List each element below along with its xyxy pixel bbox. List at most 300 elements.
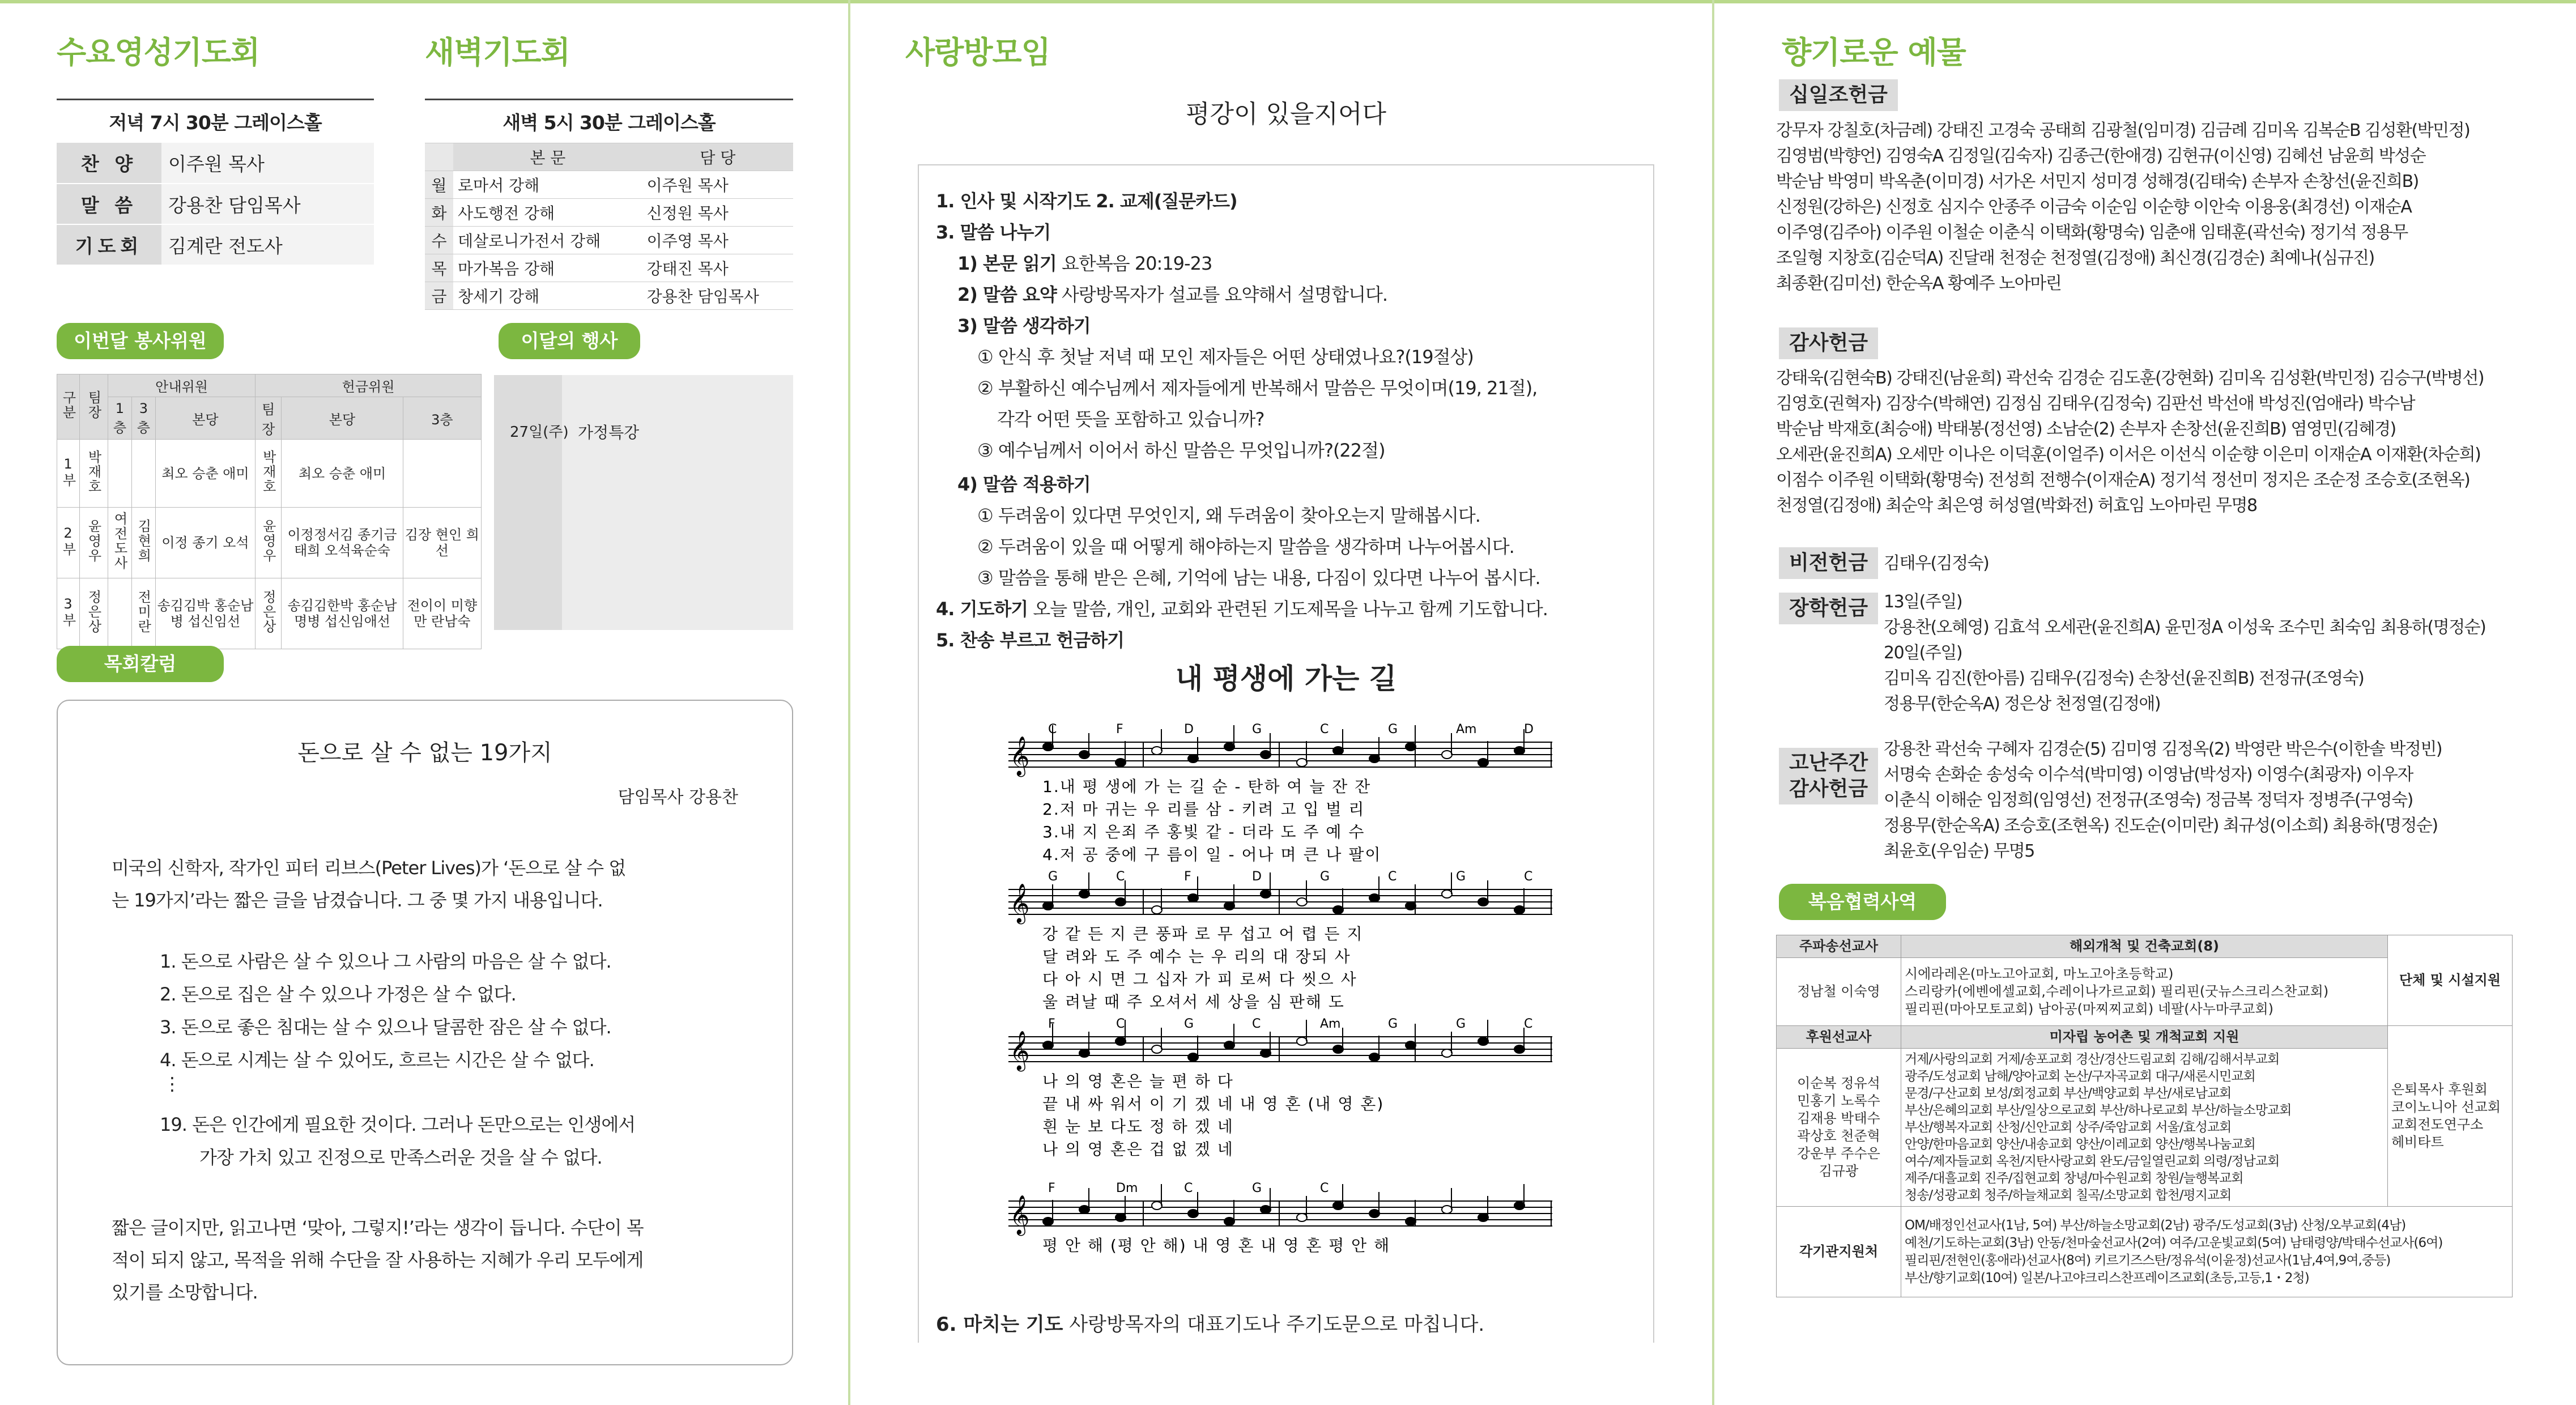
note-head: [1478, 1214, 1488, 1221]
mission-r1-churches: [1901, 958, 2388, 1026]
agenda-line: [957, 470, 1091, 496]
note-head: [1333, 1045, 1343, 1053]
column-ellipsis: ⋮: [163, 1073, 181, 1095]
note-head: [1188, 1210, 1198, 1217]
chord-symbol: F: [1184, 870, 1191, 884]
volunteers-table: [57, 374, 482, 649]
chord-symbol: G: [1048, 870, 1058, 884]
dawn-day: 월: [425, 171, 453, 199]
agenda-text: ① 두려움이 있다면 무엇인지, 왜 두려움이 찾아오는지 말해봅시다.: [977, 505, 1480, 526]
chord-symbol: C: [1184, 1181, 1193, 1195]
chord-symbol: C: [1524, 1017, 1533, 1031]
volunteers-pill: 이번달 봉사위원: [57, 323, 224, 359]
visit-subtitle: 평강이 있을지어다: [1185, 100, 1387, 129]
agenda-line: [957, 280, 1387, 306]
vol-main2: 이정정서김 종기금태희 오석육순숙: [282, 508, 403, 578]
lyric-line: 나 의 영 혼은 겁 없 겠 네: [1042, 1140, 1234, 1159]
note-head: [1152, 747, 1162, 755]
agenda-label: 2) 말씀 요약: [957, 284, 1057, 305]
dawn-leader: 이주원 목사: [642, 171, 793, 199]
name-line: 이춘식 이해순 임정희(임영선) 전정규(조영숙) 정금복 정덕자 정병주(구영숙): [1884, 790, 2413, 810]
event-name: 가정특강: [578, 423, 640, 442]
dawn-day: 목: [425, 254, 453, 282]
name-line: 김영범(박향언) 김영숙A 김정일(김숙자) 김종근(한애경) 김현규(이신영) 김혜선 남윤희 박성순: [1776, 146, 2426, 166]
passion-label: [1779, 748, 1878, 804]
agenda-label: 4) 말씀 적용하기: [957, 474, 1091, 495]
agenda-line: [936, 626, 1124, 652]
note-head: [1188, 894, 1198, 902]
vol-team: 윤영우: [86, 519, 101, 563]
agenda-text: ② 두려움이 있을 때 어떻게 해야하는지 말씀을 생각하며 나누어봅시다.: [977, 536, 1514, 557]
note-head: [1478, 1037, 1488, 1045]
dawn-day: 화: [425, 199, 453, 227]
agenda-line: [977, 564, 1540, 590]
note-head: [1224, 743, 1234, 751]
chord-symbol: F: [1116, 722, 1123, 736]
closing-line: [936, 1309, 1484, 1336]
note-head: [1152, 906, 1162, 914]
vol-part: 1부: [60, 455, 76, 488]
agenda-line: [977, 436, 1385, 462]
agenda-label: 1. 인사 및 시작기도 2. 교제(질문카드): [936, 190, 1237, 212]
column-item: 4. 돈으로 시계는 살 수 있어도, 흐르는 시간은 살 수 없다.: [160, 1049, 594, 1071]
vol-main2: 최오 승춘 애미: [282, 440, 403, 508]
vol-team: 박재호: [86, 449, 101, 494]
vol-h-part: 구분: [60, 390, 76, 420]
vol-team2: 윤영우: [260, 519, 276, 563]
events-box: [494, 375, 793, 630]
note-head: [1297, 1037, 1307, 1045]
note-head: [1079, 1049, 1089, 1057]
name-line: 김영호(권혁자) 김장수(박해연) 김정심 김태우(김정숙) 김판선 박선애 박성진(엄애라) 박수남: [1776, 394, 2415, 414]
mission-r3-orgs: [1901, 1207, 2513, 1297]
chord-symbol: Am: [1320, 1017, 1341, 1031]
note-head: [1369, 1053, 1379, 1061]
name-line: 최종환(김미선) 한순옥A 황예주 노아마린: [1776, 274, 2062, 293]
dawn-text: 데살로니가전서 강해: [453, 227, 642, 254]
mission-pill: 복음협력사역: [1779, 884, 1946, 920]
dawn-text: 사도행전 강해: [453, 199, 642, 227]
agenda-label: 1) 본문 읽기: [957, 253, 1057, 274]
note-head: [1224, 902, 1234, 910]
event-date: 27일(주): [510, 424, 569, 441]
name-line: 신정원(강하은) 신정호 심지수 안종주 이금숙 이순임 이순향 이안숙 이용웅(최경선) 이재순A: [1776, 197, 2412, 217]
chord-symbol: D: [1252, 870, 1262, 884]
chord-symbol: C: [1048, 722, 1057, 736]
note-head: [1478, 898, 1488, 906]
agenda-line: [977, 374, 1537, 400]
note-head: [1514, 906, 1525, 914]
chord-symbol: G: [1388, 1017, 1398, 1031]
note-head: [1224, 1041, 1234, 1049]
column-title: 돈으로 살 수 없는 19가지: [297, 740, 552, 766]
note-head: [1115, 759, 1126, 767]
name-line: 박순남 박영미 박옥춘(이미경) 서가온 서민지 성미경 성해경(김태숙) 손부자 손창선(윤진희B): [1776, 172, 2419, 191]
agenda-line: [977, 533, 1514, 559]
missionary-line: 김재용 박태수: [1797, 1110, 1880, 1126]
chord-symbol: G: [1388, 722, 1398, 736]
lyric-line: 3.내 지 은죄 주 홍빛 같 - 더라 도 주 예 수: [1042, 823, 1365, 841]
mission-r1-missionary: 정남철 이숙영: [1777, 958, 1901, 1026]
chord-symbol: F: [1048, 1181, 1055, 1195]
note-head: [1079, 890, 1089, 898]
dawn-text: 창세기 강해: [453, 282, 642, 310]
note-head: [1043, 743, 1053, 751]
vol-f1: 여전도사: [111, 512, 127, 570]
lyric-line: 2.저 마 귀는 우 리를 삼 - 키려 고 입 벌 리: [1042, 800, 1365, 819]
church-line: 부산/은혜의교회 부산/일상으로교회 부산/하나로교회 부산/하늘소망교회: [1905, 1103, 2292, 1118]
agenda-label: 3) 말씀 생각하기: [957, 315, 1091, 337]
dawn-prayer-table: [425, 99, 793, 310]
passion-label-1: 고난주간: [1789, 751, 1868, 774]
mission-table: [1776, 935, 2513, 1297]
vision-names: 김태우(김정숙): [1884, 554, 1989, 573]
mission-h6: 각기관지원처: [1777, 1207, 1901, 1297]
mission-h5: 미자립 농어촌 및 개척교회 지원: [1901, 1026, 2388, 1049]
name-line: 20일(주일): [1884, 643, 1962, 663]
mission-r2-support: [2388, 1026, 2513, 1207]
note-head: [1406, 1041, 1416, 1049]
wed-val: 강용찬 담임목사: [161, 184, 374, 224]
support-line: 코이노니아 선교회: [2391, 1099, 2501, 1115]
missionary-line: 강운부 주수은: [1797, 1146, 1880, 1161]
chord-symbol: F: [1048, 1017, 1055, 1031]
note-head: [1442, 890, 1452, 898]
lyric-line: 나 의 영 혼은 늘 편 하 다: [1042, 1072, 1234, 1091]
passion-label-2: 감사헌금: [1789, 777, 1868, 801]
visit-title: 사랑방모임: [905, 35, 1050, 70]
lyric-line: 흰 눈 보 다도 정 하 겠 네: [1042, 1117, 1234, 1136]
org-line: 예천/기도하는교회(3남) 안동/천마숲선교사(2여) 여주/고운빛교회(5여) 남태령양/박태수선교사(6여): [1905, 1235, 2443, 1250]
support-line: 헤비타트: [2391, 1134, 2444, 1150]
column-pill: 목회칼럼: [57, 646, 224, 682]
passion-names: [1884, 736, 2442, 864]
wed-time: 저녁 7시 30분 그레이스홀: [57, 99, 374, 143]
agenda-text: 요한복음 20:19-23: [1056, 253, 1212, 274]
note-head: [1406, 743, 1416, 751]
note-head: [1478, 759, 1488, 767]
note-head: [1079, 1206, 1089, 1214]
vol-h-guide: 안내위원: [108, 374, 256, 397]
chord-symbol: Dm: [1116, 1181, 1138, 1195]
name-line: 정용무(한순옥A) 정은상 천정열(김정애): [1884, 694, 2161, 714]
treble-clef: 𝄞: [1010, 736, 1030, 776]
church-line: 문경/구산교회 보성/회정교회 부산/백양교회 부산/새로남교회: [1905, 1086, 2232, 1101]
note-head: [1297, 898, 1307, 906]
mission-h4: 후원선교사: [1777, 1026, 1901, 1049]
tithe-names: [1776, 118, 2469, 296]
vol-h-main2: 본당: [282, 397, 403, 440]
vol-f3b: [403, 440, 481, 508]
vol-team: 정은상: [86, 590, 101, 634]
org-line: 부산/향기교회(10여) 일본/나고야크리스찬프레이즈교회(초등,고등,1・2청): [1905, 1270, 2309, 1285]
agenda-text: 사랑방목자가 설교를 요약해서 설명합니다.: [1056, 284, 1388, 305]
note-head: [1224, 1217, 1234, 1225]
wed-key: 기도회: [57, 224, 161, 265]
dawn-day: 금: [425, 282, 453, 310]
vol-h-team: 팀장: [86, 390, 101, 420]
lyric-line: 강 같 든 지 큰 풍파 로 무 섭고 어 렵 든 지: [1042, 925, 1364, 943]
church-line: 안양/한마음교회 양산/내송교회 양산/이레교회 양산/행복나눔교회: [1905, 1137, 2255, 1152]
vision-label: 비전헌금: [1779, 547, 1878, 579]
agenda-text: ② 부활하신 예수님께서 제자들에게 반복해서 말씀은 무엇이며(19, 21절),: [977, 377, 1538, 399]
agenda-text: ③ 말씀을 통해 받은 은혜, 기억에 남는 내용, 다짐이 있다면 나누어 봅시다.: [977, 567, 1540, 589]
name-line: 조일형 지창호(김순덕A) 진달래 천정순 천정열(김정애) 최신경(김경순) 최예나(심규진): [1776, 248, 2374, 268]
agenda-line: [977, 501, 1480, 527]
dawn-prayer-title: 새벽기도회: [425, 35, 570, 70]
agenda-line: [957, 312, 1091, 338]
missionary-line: 김규광: [1819, 1163, 1859, 1179]
agenda-text: ③ 예수님께서 이어서 하신 말씀은 무엇입니까?(22절): [977, 440, 1385, 461]
wed-key: 말 씀: [57, 184, 161, 224]
agenda-line: [997, 405, 1264, 431]
note-head: [1333, 747, 1343, 755]
hymn-title: 내 평생에 가는 길: [1175, 662, 1397, 695]
note-head: [1115, 898, 1126, 906]
note-head: [1514, 747, 1525, 755]
name-line: 강무자 강칠호(차금례) 강태진 고경숙 공태희 김광철(임미경) 김금례 김미옥 김복순B 김성환(박민정): [1776, 121, 2470, 140]
missionary-line: 민홍기 노록수: [1797, 1093, 1880, 1109]
note-head: [1043, 1041, 1053, 1049]
vol-h-offer: 헌금위원: [256, 374, 482, 397]
note-head: [1297, 1214, 1307, 1221]
name-line: 서명숙 손화순 송성숙 이수석(박미영) 이영남(박성자) 이영수(최광자) 이우자: [1884, 765, 2413, 785]
closing-text: 사랑방목자의 대표기도나 주기도문으로 마칩니다.: [1063, 1313, 1485, 1336]
dawn-leader: 이주영 목사: [642, 227, 793, 254]
dawn-header-leader: 담 당: [642, 143, 793, 171]
vol-main: 이정 종기 오석: [155, 508, 255, 578]
org-line: 필리핀/전현인(홍애라)선교사(8여) 키르기즈스탄/정유석(이윤정)선교사(1남,4여,9여,중등): [1905, 1253, 2391, 1268]
chord-symbol: C: [1116, 1017, 1125, 1031]
note-head: [1406, 1217, 1416, 1225]
note-head: [1115, 1037, 1126, 1045]
note-head: [1442, 1206, 1452, 1214]
name-line: 박순남 박재호(최승애) 박태봉(정선영) 소남순(2) 손부자 손창선(윤진희B) 염영민(김혜경): [1776, 419, 2396, 439]
offering-title: 향기로운 예물: [1782, 35, 1966, 70]
tithe-label: 십일조헌금: [1779, 79, 1898, 111]
name-line: 오세관(윤진희A) 오세만 이나은 이덕훈(이얼주) 이서은 이선식 이순향 이은미 이재순A 이재환(차순희): [1776, 445, 2481, 465]
fold-divider-1: [848, 0, 850, 1405]
name-line: 강용찬 곽선숙 구혜자 김경순(5) 김미영 김정옥(2) 박영란 박은수(이한솔 박정빈): [1884, 739, 2442, 759]
lyric-line: 4.저 공 중에 구 름이 일 - 어나 며 큰 나 팔이: [1042, 845, 1382, 864]
top-border: [0, 0, 2576, 3]
wed-val: 김계란 전도사: [161, 224, 374, 265]
vol-f3b: 김장 현인 희선: [403, 508, 481, 578]
dawn-rows: [425, 143, 793, 310]
agenda-label: 5. 찬송 부르고 헌금하기: [936, 629, 1125, 651]
chord-symbol: G: [1456, 1017, 1466, 1031]
name-line: 김미옥 김진(한아름) 김태우(김정숙) 손창선(윤진희B) 전정규(조영숙): [1884, 669, 2364, 688]
agenda-line: [936, 595, 1548, 621]
column-item: 가장 가치 있고 진정으로 만족스러운 것을 살 수 없다.: [199, 1147, 602, 1168]
mission-h1: 주파송선교사: [1777, 935, 1901, 958]
thanks-names: [1776, 365, 2484, 518]
church-line: 시에라레온(마노고아교회, 마노고아초등학교): [1905, 966, 2174, 982]
chord-symbol: C: [1524, 870, 1533, 884]
note-head: [1369, 894, 1379, 902]
name-line: 강용찬(오혜영) 김효석 오세관(윤진희A) 윤민정A 이성욱 조수민 최숙임 최용하(명정순): [1884, 618, 2486, 637]
column-intro: 미국의 신학자, 작가인 피터 리브스(Peter Lives)가 ‘돈으로 살 수 없: [112, 857, 626, 879]
column-outro: 적이 되지 않고, 목적을 위해 수단을 잘 사용하는 지혜가 우리 모두에게: [112, 1249, 644, 1271]
vol-team2: 정은상: [260, 590, 276, 634]
missionary-line: 이순복 정유석: [1797, 1075, 1880, 1091]
dawn-day: 수: [425, 227, 453, 254]
column-outro: 있기를 소망합니다.: [112, 1281, 258, 1303]
scholarship-label: 장학헌금: [1779, 593, 1878, 624]
agenda-line: [977, 343, 1474, 369]
lyric-line: 끝 내 싸 워서 이 기 겠 네 내 영 혼 (내 영 혼): [1042, 1095, 1385, 1113]
note-head: [1514, 1202, 1525, 1210]
hymn-score: [1008, 708, 1575, 1275]
column-item: 19. 돈은 인간에게 필요한 것이다. 그러나 돈만으로는 인생에서: [160, 1114, 636, 1135]
vol-f3b: 전이이 미향만 란남숙: [403, 578, 481, 649]
vol-h-f3b: 3층: [403, 397, 481, 440]
chord-symbol: C: [1320, 1181, 1329, 1195]
lyric-line: 평 안 해 (평 안 해) 내 영 혼 내 영 혼 평 안 해: [1042, 1236, 1391, 1255]
column-intro: 는 19가지’라는 짧은 글을 남겼습니다. 그 중 몇 가지 내용입니다.: [112, 889, 603, 911]
note-head: [1152, 1202, 1162, 1210]
note-head: [1369, 755, 1379, 763]
org-line: OM/배정인선교사(1남, 5여) 부산/하늘소망교회(2남) 광주/도성교회(3남) 산청/오부교회(4남): [1905, 1217, 2406, 1233]
wed-val: 이주원 목사: [161, 143, 374, 184]
note-head: [1261, 890, 1271, 898]
chord-symbol: C: [1388, 870, 1397, 884]
mission-h3: 단체 및 시설지원: [2388, 935, 2513, 1026]
dawn-text: 마가복음 강해: [453, 254, 642, 282]
name-line: 천정열(김정애) 최순악 최은영 허성열(박화전) 허효임 노아마린 무명8: [1776, 496, 2257, 516]
agenda-text: 오늘 말씀, 개인, 교회와 관련된 기도제목을 나누고 함께 기도합니다.: [1028, 598, 1548, 620]
treble-clef: 𝄞: [1010, 1195, 1030, 1234]
closing-label: 6. 마치는 기도: [936, 1313, 1063, 1336]
wed-key: 찬 양: [57, 143, 161, 184]
church-line: 부산/행복자교회 산청/신안교회 상주/죽암교회 서울/효성교회: [1905, 1120, 2232, 1135]
vol-main2: 송김김한박 홍순남명병 섭신임애선: [282, 578, 403, 649]
dawn-leader: 강태진 목사: [642, 254, 793, 282]
note-head: [1261, 751, 1271, 759]
agenda-text: 각각 어떤 뜻을 포함하고 있습니까?: [997, 408, 1264, 430]
fold-divider-2: [1712, 0, 1714, 1405]
note-head: [1043, 1217, 1053, 1225]
note-head: [1115, 1214, 1126, 1221]
column-box: [57, 700, 793, 1365]
vol-f3: 전미란: [135, 590, 151, 634]
name-line: 13일(주일): [1884, 592, 1962, 612]
chord-symbol: C: [1320, 722, 1329, 736]
vol-main: 송김김박 홍순남병 섭신임선: [155, 578, 255, 649]
vol-part: 2부: [60, 525, 76, 557]
lyric-line: 다 아 시 면 그 십자 가 피 로써 다 씻으 사: [1042, 970, 1357, 989]
note-head: [1188, 1053, 1198, 1061]
church-line: 필리핀(마아모토교회) 남아공(마찌찌교회) 네팔(사누마쿠교회): [1905, 1001, 2274, 1017]
note-head: [1406, 902, 1416, 910]
agenda-line: [936, 187, 1237, 213]
lyric-line: 달 려와 도 주 예수 는 우 리의 대 장되 사: [1042, 947, 1351, 966]
dawn-leader: 강용찬 담임목사: [642, 282, 793, 310]
lyric-line: 울 려날 때 주 오셔서 세 상을 심 판해 도: [1042, 993, 1345, 1011]
name-line: 강태욱(김현숙B) 강태진(남윤희) 곽선숙 김경순 김도훈(강현화) 김미옥 김성환(박민정) 김승구(박병선): [1776, 368, 2484, 388]
church-line: 여수/제자들교회 옥천/지탄사랑교회 완도/금일열린교회 의령/정남교회: [1905, 1154, 2280, 1169]
vol-part: 3부: [60, 596, 76, 628]
note-head: [1152, 1045, 1162, 1053]
thanks-label: 감사헌금: [1779, 327, 1878, 359]
church-line: 거제/사랑의교회 거제/송포교회 경산/경산드림교회 김해/김해서부교회: [1905, 1052, 2280, 1067]
chord-symbol: D: [1184, 722, 1194, 736]
wed-prayer-title: 수요영성기도회: [57, 35, 260, 70]
church-line: 광주/도성교회 남해/양아교회 논산/구자곡교회 대구/새론시민교회: [1905, 1069, 2255, 1084]
note-head: [1333, 906, 1343, 914]
dawn-time: 새벽 5시 30분 그레이스홀: [425, 99, 793, 143]
events-pill: 이달의 행사: [499, 323, 640, 359]
mission-r2-missionaries: [1777, 1049, 1901, 1207]
name-line: 최윤호(우임순) 무명5: [1884, 841, 2034, 861]
chord-symbol: G: [1320, 870, 1330, 884]
agenda-line: [936, 218, 1050, 244]
vol-f3: 김현희: [135, 519, 151, 563]
note-head: [1079, 751, 1089, 759]
vol-team2: 박재호: [260, 449, 276, 494]
chord-symbol: C: [1252, 1017, 1261, 1031]
treble-clef: 𝄞: [1010, 1031, 1030, 1070]
name-line: 이주영(김주아) 이주원 이철순 이춘식 이택화(황명숙) 임춘애 임태훈(곽선숙) 정기석 정용무: [1776, 223, 2408, 242]
church-line: 제주/대흘교회 진주/집현교회 창녕/마수원교회 창원/늘행복교회: [1905, 1171, 2243, 1186]
note-head: [1442, 1049, 1452, 1057]
wed-prayer-table: [57, 99, 374, 266]
vol-main: 최오 승춘 애미: [155, 440, 255, 508]
dawn-text: 로마서 강해: [453, 171, 642, 199]
note-head: [1043, 902, 1053, 910]
chord-symbol: Am: [1456, 722, 1477, 736]
church-line: 스리랑카(에벤에셀교회,수레이나가르교회) 필리핀(굿뉴스크리스찬교회): [1905, 984, 2329, 999]
lyric-line: 1.내 평 생에 가 는 길 순 - 탄하 여 늘 잔 잔: [1042, 777, 1372, 796]
agenda-line: [957, 249, 1212, 275]
church-line: 청송/성광교회 청주/하늘채교회 칠곡/소망교회 합천/평지교회: [1905, 1188, 2232, 1203]
column-author: 담임목사 강용찬: [618, 787, 738, 807]
column-item: 1. 돈으로 사람은 살 수 있으나 그 사람의 마음은 살 수 없다.: [160, 951, 611, 972]
column-outro: 짧은 글이지만, 읽고나면 ‘맞아, 그렇지!’라는 생각이 듭니다. 수단이 목: [112, 1217, 644, 1238]
note-head: [1297, 759, 1307, 767]
mission-h2: 해외개척 및 건축교회(8): [1901, 935, 2388, 958]
column-item: 3. 돈으로 좋은 침대는 살 수 있으나 달콤한 잠은 살 수 없다.: [160, 1016, 611, 1038]
name-line: 정용무(한순옥A) 조승호(조현옥) 진도순(이미란) 최규성(이소희) 최용하(명정순): [1884, 816, 2438, 836]
chord-symbol: G: [1456, 870, 1466, 884]
note-head: [1333, 1202, 1343, 1210]
mission-r2-churches: [1901, 1049, 2388, 1207]
note-head: [1188, 755, 1198, 763]
scholarship-names: [1884, 589, 2485, 717]
agenda-label: 4. 기도하기: [936, 598, 1028, 620]
vol-h-f1: 1층: [108, 397, 132, 440]
name-line: 이점수 이주원 이택화(황명숙) 전성희 전행수(이재순A) 정기석 정선미 정지은 조순정 조승호(조현옥): [1776, 470, 2470, 490]
vol-h-main: 본당: [155, 397, 255, 440]
vol-h-f3: 3층: [131, 397, 155, 440]
chord-symbol: G: [1184, 1017, 1194, 1031]
support-line: 교회전도연구소: [2391, 1117, 2484, 1132]
column-item: 2. 돈으로 집은 살 수 있으나 가정은 살 수 없다.: [160, 984, 516, 1005]
note-head: [1514, 1045, 1525, 1053]
dawn-header-text: 본 문: [453, 143, 642, 171]
chord-symbol: G: [1252, 722, 1262, 736]
missionary-line: 곽상호 천준혁: [1797, 1128, 1880, 1144]
note-head: [1369, 1210, 1379, 1217]
agenda-text: ① 안식 후 첫날 저녁 때 모인 제자들은 어떤 상태였나요?(19절상): [977, 346, 1474, 368]
vol-h-team2: 팀장: [256, 397, 282, 440]
support-line: 은퇴목사 후원회: [2391, 1082, 2488, 1097]
chord-symbol: C: [1116, 870, 1125, 884]
treble-clef: 𝄞: [1010, 883, 1030, 923]
dawn-leader: 신정원 목사: [642, 199, 793, 227]
note-head: [1442, 751, 1452, 759]
chord-symbol: D: [1524, 722, 1534, 736]
